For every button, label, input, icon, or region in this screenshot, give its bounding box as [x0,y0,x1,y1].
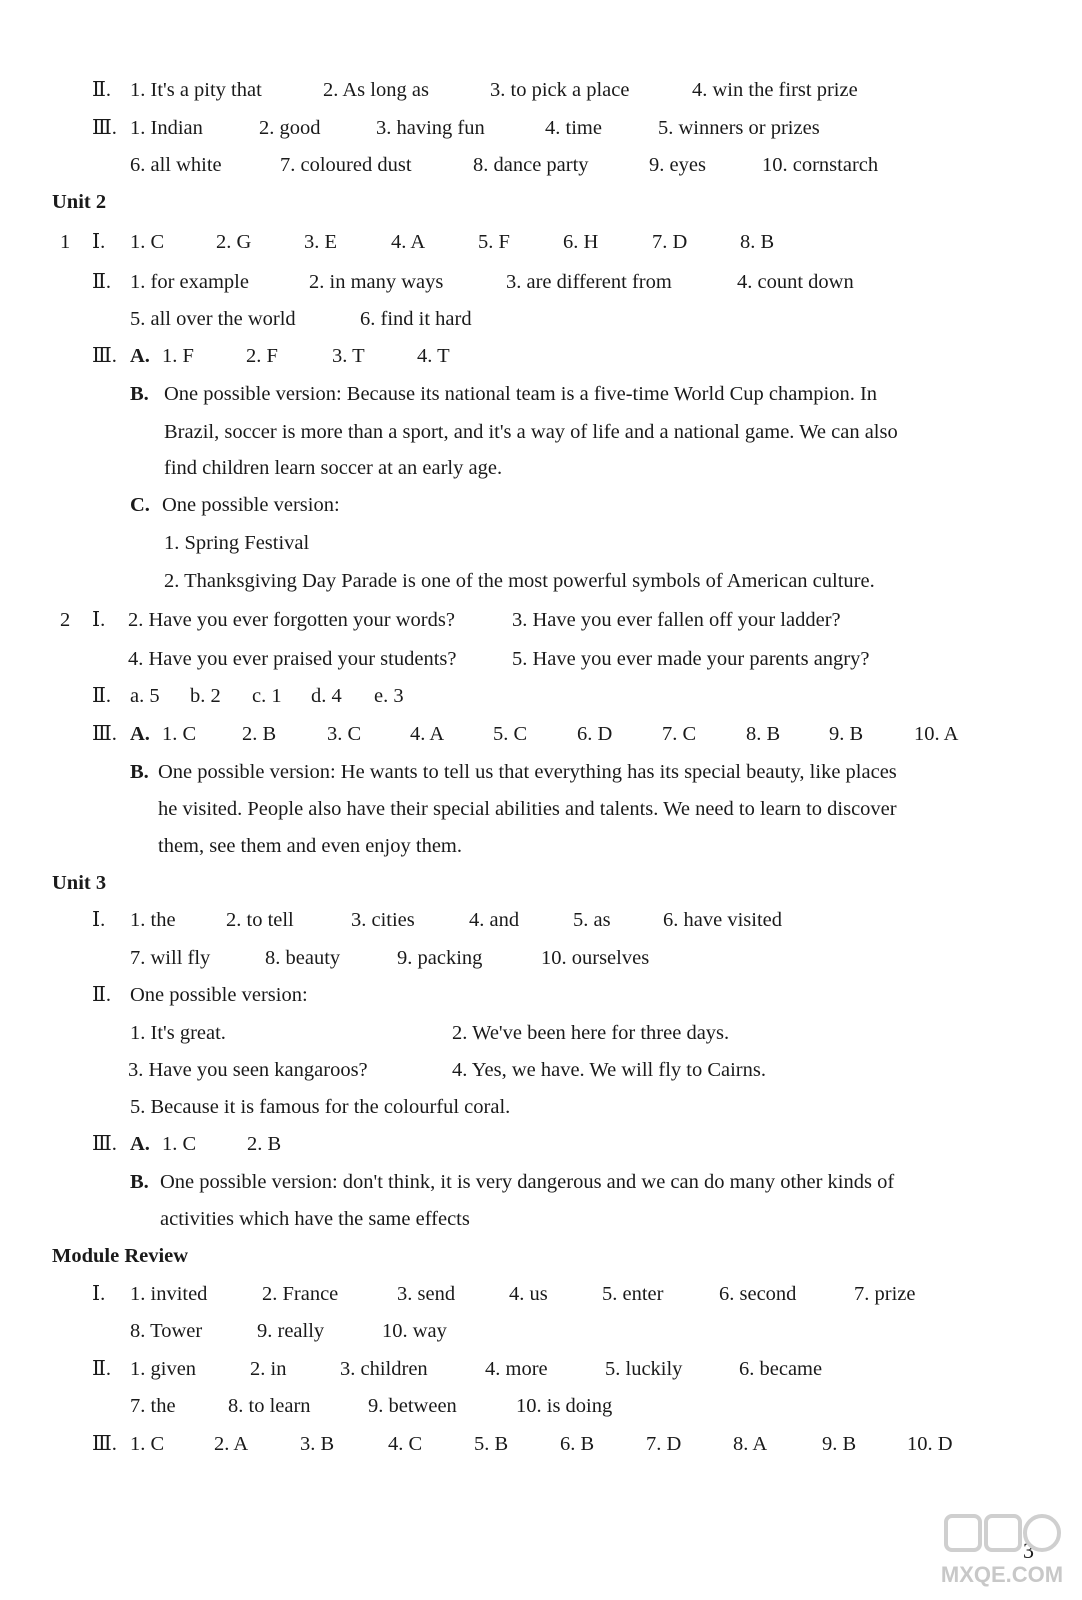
answer-item: 9. B [822,1433,857,1455]
answer-item: 10. D [907,1433,953,1455]
answer-item: 2. to tell [226,909,294,931]
answer-item: 10. cornstarch [762,154,879,176]
part-label: B. [130,1171,149,1193]
answer-item: 4. Yes, we have. We will fly to Cairns. [452,1059,766,1081]
answer-item: 1. the [130,909,176,931]
part-label: B. [130,761,149,783]
answer-item: 6. all white [130,154,222,176]
answer-item: 3. are different from [506,271,672,293]
answer-item: 7. D [652,231,688,253]
section-number: 2 [60,609,71,631]
answer-item: 6. second [719,1283,797,1305]
answer-item: a. 5 [130,685,160,707]
answer-item: 3. B [300,1433,335,1455]
answer-item: 2. Have you ever forgotten your words? [128,609,455,631]
answer-item: 4. C [388,1433,423,1455]
answer-item: 2. B [242,723,277,745]
answer-item: 5. all over the world [130,308,296,330]
answer-item: 10. A [914,723,959,745]
answer-item: 5. B [474,1433,509,1455]
answer-item: 1. for example [130,271,249,293]
answer-item: 10. is doing [516,1395,613,1417]
answer-item: 2. France [262,1283,339,1305]
answer-item: 1. Indian [130,117,203,139]
roman-numeral: Ⅱ. [92,1358,112,1380]
answer-item: 3. children [340,1358,428,1380]
answer-item: 5. F [478,231,510,253]
answer-item: 1. Spring Festival [164,532,310,554]
unit-2-heading: Unit 2 [52,191,107,213]
answer-item: b. 2 [190,685,221,707]
answer-item: 6. H [563,231,599,253]
answer-item: 3. T [332,345,365,367]
answer-item: 1. C [130,1433,165,1455]
paragraph-line: One possible version: Because its national team is a five-time World Cup champion. In [164,383,878,405]
answer-item: 9. B [829,723,864,745]
answer-item: 5. winners or prizes [658,117,820,139]
roman-numeral: Ⅱ. [92,271,112,293]
answer-item: 5. enter [602,1283,664,1305]
answer-item: e. 3 [374,685,404,707]
answer-item: 2. in [250,1358,287,1380]
answer-item: 9. packing [397,947,483,969]
roman-numeral: Ⅲ. [92,117,117,139]
roman-numeral: Ⅲ. [92,1133,117,1155]
roman-numeral: Ⅱ. [92,984,112,1006]
answer-item: 2. G [216,231,252,253]
answer-item: 4. T [417,345,450,367]
answer-item: 6. D [577,723,613,745]
answer-item: 8. to learn [228,1395,311,1417]
answer-item: 8. Tower [130,1320,203,1342]
answer-item: 2. good [259,117,321,139]
roman-numeral: Ⅰ. [92,231,106,253]
answer-item: 7. will fly [130,947,211,969]
answer-item: 6. have visited [663,909,782,931]
answer-item: 2. B [247,1133,282,1155]
part-label: A. [130,1133,150,1155]
roman-numeral: Ⅰ. [92,909,106,931]
roman-numeral: Ⅱ. [92,685,112,707]
answer-item: 2. Thanksgiving Day Parade is one of the most powerful symbols of American culture. [164,570,875,592]
answer-item: 7. C [662,723,697,745]
answer-item: 3. to pick a place [490,79,630,101]
answer-item: 4. time [545,117,602,139]
answer-item: 10. ourselves [541,947,650,969]
answer-item: 7. D [646,1433,682,1455]
answer-item: 4. A [410,723,445,745]
answer-item: 3. Have you seen kangaroos? [128,1059,368,1081]
answer-item: 8. B [740,231,775,253]
answer-item: 1. F [162,345,194,367]
intro-text: One possible version: [130,984,308,1006]
answer-item: 3. C [327,723,362,745]
paragraph-line: One possible version: He wants to tell us that everything has its special beauty, like places [158,761,897,783]
answer-item: 5. Because it is famous for the colourful coral. [130,1096,511,1118]
answer-item: 7. prize [854,1283,916,1305]
paragraph-line: Brazil, soccer is more than a sport, and it's a way of life and a national game. We can also [164,421,898,443]
answer-item: 5. C [493,723,528,745]
answer-item: 9. really [257,1320,325,1342]
answer-item: 2. A [214,1433,249,1455]
answer-item: 9. between [368,1395,457,1417]
paragraph-line: activities which have the same effects [160,1208,470,1230]
answer-item: 7. coloured dust [280,154,412,176]
answer-item: 5. as [573,909,611,931]
answer-item: 3. Have you ever fallen off your ladder? [512,609,841,631]
roman-numeral: Ⅰ. [92,1283,106,1305]
answer-item: 4. more [485,1358,548,1380]
answer-item: 6. became [739,1358,823,1380]
roman-numeral: Ⅲ. [92,1433,117,1455]
answer-item: 10. way [382,1320,447,1342]
svg-text:MXQE.COM: MXQE.COM [942,1562,1062,1587]
part-label: A. [130,723,150,745]
section-number: 1 [60,231,71,253]
answer-item: 5. luckily [605,1358,683,1380]
roman-numeral: Ⅲ. [92,723,117,745]
answer-item: 4. Have you ever praised your students? [128,648,457,670]
answer-item: 9. eyes [649,154,706,176]
answer-item: 1. C [130,231,165,253]
page-number: 3 [1023,1538,1034,1563]
answer-item: 8. B [746,723,781,745]
answer-item: 2. F [246,345,278,367]
part-label: B. [130,383,149,405]
answer-item: c. 1 [252,685,282,707]
roman-numeral: Ⅲ. [92,345,117,367]
answer-item: d. 4 [311,685,342,707]
answer-item: 2. We've been here for three days. [452,1022,730,1044]
answer-item: 4. A [391,231,426,253]
part-label: A. [130,345,150,367]
answer-item: 8. dance party [473,154,589,176]
module-review-heading: Module Review [52,1245,189,1267]
paragraph-line: One possible version: don't think, it is very dangerous and we can do many other kinds of [160,1171,895,1193]
answer-item: 1. It's great. [130,1022,226,1044]
answer-item: 4. us [509,1283,548,1305]
answer-item: 2. As long as [323,79,429,101]
answer-item: 6. find it hard [360,308,472,330]
unit-3-heading: Unit 3 [52,872,107,894]
answer-item: 3. cities [351,909,415,931]
roman-numeral: Ⅰ. [92,609,106,631]
answer-item: 1. invited [130,1283,208,1305]
paragraph-line: find children learn soccer at an early age. [164,457,503,479]
answer-item: 2. in many ways [309,271,444,293]
answer-item: 1. C [162,1133,197,1155]
answer-item: 3. having fun [376,117,485,139]
part-label: C. [130,494,150,516]
answer-item: 4. win the first prize [692,79,858,101]
intro-text: One possible version: [162,494,340,516]
roman-numeral: Ⅱ. [92,79,112,101]
answer-item: 6. B [560,1433,595,1455]
answer-item: 5. Have you ever made your parents angry? [512,648,870,670]
answer-item: 8. beauty [265,947,341,969]
answer-item: 8. A [733,1433,768,1455]
answer-item: 4. and [469,909,520,931]
watermark-logo [942,1512,1062,1592]
paragraph-line: them, see them and even enjoy them. [158,835,462,857]
answer-item: 3. send [397,1283,456,1305]
answer-item: 7. the [130,1395,176,1417]
answer-item: 4. count down [737,271,854,293]
answer-item: 1. C [162,723,197,745]
answer-item: 3. E [304,231,338,253]
answer-item: 1. given [130,1358,197,1380]
paragraph-line: he visited. People also have their special abilities and talents. We need to learn to discover [158,798,897,820]
answer-item: 1. It's a pity that [130,79,262,101]
